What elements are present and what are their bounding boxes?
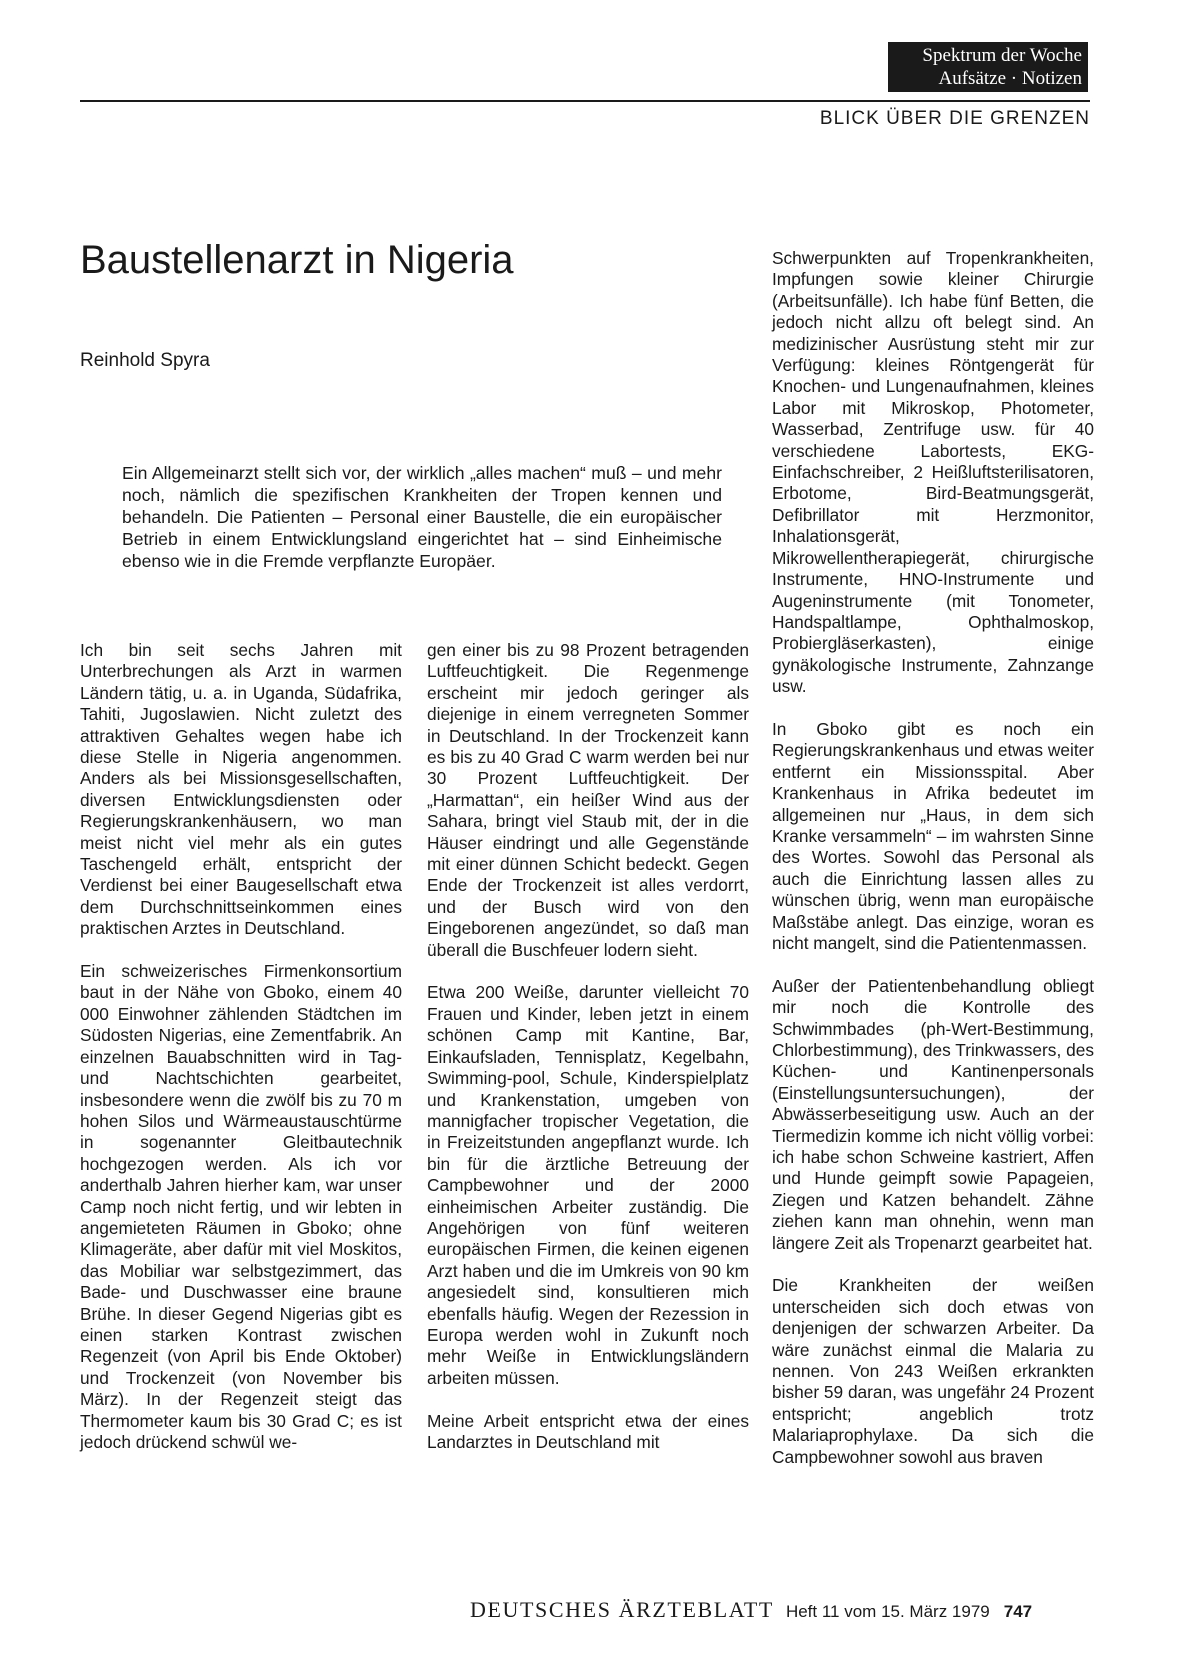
text-column-1 [80, 640, 402, 1453]
section-badge [888, 42, 1088, 92]
paragraph: Außer der Patientenbehandlung obliegt mir noch die Kontrolle des Schwimmbades (ph-Wert-Bestimmung, Chlorbestimmung), des Trinkwassers, des Küchen- und Kantinenpersonals (Einstellungsuntersuchungen), der Abwässerbeseitigung usw. Auch an der Tiermedizin komme ich nicht völlig vorbei: ich habe schon Schweine kastriert, Affen und Hunde geimpft sowie Papageien, Ziegen und Katzen behandelt. Zähne ziehen kann man ohnehin, wenn man längere Zeit als Tropenarzt gearbeitet hat. [772, 975, 1094, 1253]
section-label: BLICK ÜBER DIE GRENZEN [819, 108, 1090, 129]
paragraph: gen einer bis zu 98 Prozent betragenden Luftfeuchtigkeit. Die Regenmenge erscheint mir jedoch geringer als diejenige in einem verregneten Sommer in Deutschland. In der Trockenzeit kann es bis zu 40 Grad C warm werden bei nur 30 Prozent Luftfeuchtigkeit. Der „Harmattan“, ein heißer Wind aus der Sahara, bringt viel Staub mit, der in die Häuser eindringt und alle Gegenstände mit einer dünnen Schicht bedeckt. Gegen Ende der Trockenzeit ist alles verdorrt, und der Busch wird von den Eingeborenen angezündet, so daß man überall die Buschfeuer lodern sieht. [427, 640, 749, 960]
text-column-3 [772, 248, 1094, 1468]
paragraph: Ein schweizerisches Firmenkonsortium baut in der Nähe von Gboko, einem 40 000 Einwohner zählenden Städtchen im Südosten Nigerias, eine Zementfabrik. An einzelnen Bauabschnitten wird in Tag- und Nachtschichten gearbeitet, insbesondere wenn die zwölf bis zu 70 m hohen Silos und Wärmeaustauschtürme in sogenannter Gleitbautechnik hochgezogen werden. Als ich vor anderthalb Jahren hierher kam, war unser Camp noch nicht fertig, und wir lebten in angemieteten Räumen in Gboko; ohne Klimageräte, aber dafür mit viel Moskitos, das Mobiliar war selbstgezimmert, das Bade- und Duschwasser eine braune Brühe. In dieser Gegend Nigerias gibt es einen starken Kontrast zwischen Regenzeit (von April bis Ende Oktober) und Trockenzeit (von November bis März). In der Regenzeit steigt das Thermometer kaum bis 30 Grad C; es ist jedoch drückend schwül we- [80, 961, 402, 1453]
badge-line-2: Aufsätze · Notizen [938, 68, 1082, 89]
page-footer [470, 1597, 1032, 1623]
paragraph: Schwerpunkten auf Tropenkrankheiten, Impfungen sowie kleiner Chirurgie (Arbeitsunfälle). Ich habe fünf Betten, die jedoch nicht allzu oft belegt sind. An medizinischer Ausrüstung steht mir zur Verfügung: kleines Röntgengerät für Knochen- und Lungenaufnahmen, kleines Labor mit Mikroskop, Photometer, Wasserbad, Zentrifuge usw. für 40 verschiedene Labortests, EKG-Einfachschreiber, 2 Heißluftsterilisatoren, Erbotome, Bird-Beatmungsgerät, Defibrillator mit Herzmonitor, Inhalationsgerät, Mikrowellentherapiegerät, chirurgische Instrumente, HNO-Instrumente und Augeninstrumente (mit Tonometer, Handspaltlampe, Ophthalmoskop, Probiergläserkasten), einige gynäkologische Instrumente, Zahnzange usw. [772, 248, 1094, 697]
journal-name: DEUTSCHES ÄRZTEBLATT [470, 1597, 774, 1622]
page-number: 747 [1003, 1602, 1033, 1621]
article-lead: Ein Allgemeinarzt stellt sich vor, der wirklich „alles machen“ muß – und mehr noch, nämlich die spezifischen Krankheiten der Tropen kennen und behandeln. Die Patienten – Personal einer Baustelle, die ein europäischer Betrieb in einem Entwicklungsland eingerichtet hat – sind Einheimische ebenso wie in die Fremde verpflanzte Europäer. [122, 463, 722, 571]
paragraph: Die Krankheiten der weißen unterscheiden sich doch etwas von denjenigen der schwarzen Arbeiter. Da wäre zunächst einmal die Malaria zu nennen. Von 243 Weißen erkrankten bisher 59 daran, was ungefähr 24 Prozent entspricht; angeblich trotz Malariaprophylaxe. Da sich die Campbewohner sowohl aus braven [772, 1275, 1094, 1467]
paragraph: Ich bin seit sechs Jahren mit Unterbrechungen als Arzt in warmen Ländern tätig, u. a. in Uganda, Südafrika, Tahiti, Jugoslawien. Nicht zuletzt des attraktiven Gehaltes wegen habe ich diese Stelle in Nigeria angenommen. Anders als bei Missionsgesellschaften, diversen Entwicklungsdiensten oder Regierungskrankenhäusern, wo man meist nicht viel mehr als ein gutes Taschengeld erhält, entspricht der Verdienst bei einer Baugesellschaft etwa dem Durchschnittseinkommen eines praktischen Arztes in Deutschland. [80, 640, 402, 939]
paragraph: Etwa 200 Weiße, darunter vielleicht 70 Frauen und Kinder, leben jetzt in einem schönen Camp mit Kantine, Bar, Einkaufsladen, Tennisplatz, Kegelbahn, Swimming-pool, Schule, Kinderspielplatz und Krankenstation, umgeben von mannigfacher tropischer Vegetation, die in Freizeitstunden angepflanzt wurde. Ich bin für die ärztliche Betreuung der Campbewohner und der 2000 einheimischen Arbeiter zuständig. Die Angehörigen von fünf weiteren europäischen Firmen, die keinen eigenen Arzt haben und die im Umkreis von 90 km angesiedelt sind, konsultieren mich ebenfalls häufig. Wegen der Rezession in Europa werden wohl in Zukunft noch mehr Weiße in Entwicklungsländern arbeiten müssen. [427, 982, 749, 1388]
header-rule [80, 100, 1090, 102]
article-title: Baustellenarzt in Nigeria [80, 238, 514, 282]
text-column-2 [427, 640, 749, 1453]
paragraph: In Gboko gibt es noch ein Regierungskrankenhaus und etwas weiter entfernt ein Missionsspital. Aber Krankenhaus in Afrika bedeutet im allgemeinen nur „Haus, in dem sich Kranke versammeln“ – im wahrsten Sinne des Wortes. Sowohl das Personal als auch die Einrichtung lassen alles zu wünschen übrig, wenn man europäische Maßstäbe anlegt. Das einzige, woran es nicht mangelt, sind die Patientenmassen. [772, 718, 1094, 953]
paragraph: Meine Arbeit entspricht etwa der eines Landarztes in Deutschland mit [427, 1410, 749, 1452]
badge-line-1: Spektrum der Woche [922, 45, 1082, 66]
article-author: Reinhold Spyra [80, 350, 210, 371]
issue-info: Heft 11 vom 15. März 1979 [785, 1602, 990, 1621]
